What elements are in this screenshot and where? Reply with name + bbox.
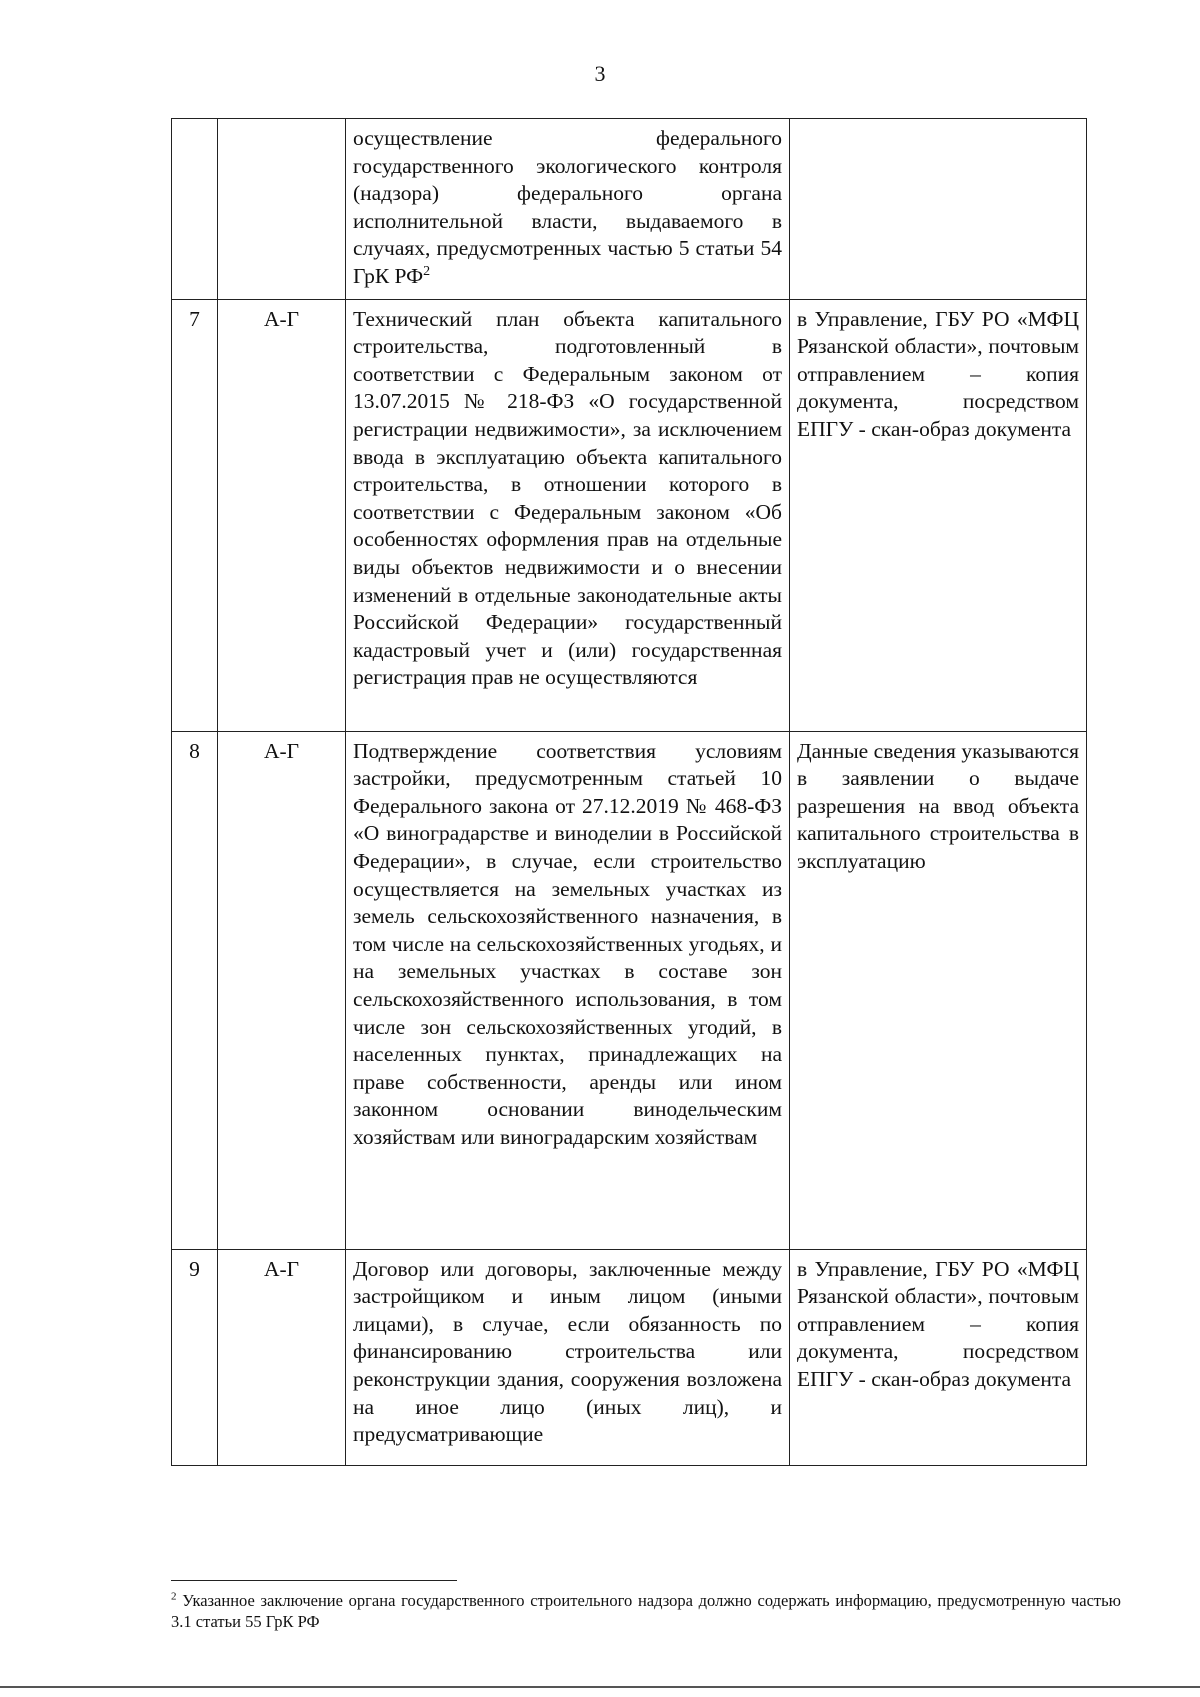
applicant-group-cell xyxy=(218,119,346,300)
footnote-ref: 2 xyxy=(423,263,431,279)
table-row xyxy=(172,119,1087,300)
submission-text: Данные сведения указываются в заявлении о выдаче разрешения на ввод объекта капитального строительства в эксплуатацию xyxy=(797,738,1079,873)
document-cell xyxy=(346,299,790,731)
row-number-cell: 9 xyxy=(172,1249,218,1465)
submission-text: в Управление, ГБУ РО «МФЦ Рязанской области», почтовым отправлением – копия документа, посредством ЕПГУ - скан-образ документа xyxy=(797,306,1079,441)
document-text: Технический план объекта капитального строительства, подготовленный в соответствии с Федеральным законом от 13.07.2015 № 218-ФЗ «О государственной регистрации недвижимости», за исключением ввода в эксплуатацию объекта капитального строительства, в отношении которого в соответствии с Федеральным законом «Об особенностях оформления прав на отдельные виды объектов недвижимости и о внесении изменений в отдельные законодательные акты Российской Федерации» государственный кадастровый учет и (или) государственная регистрация прав не осуществляются xyxy=(353,306,782,690)
document-text: осуществление федерального государственного экологического контроля (надзора) федерального органа исполнительной власти, выдаваемого в случаях, предусмотренных частью 5 статьи 54 ГрК $РФ^2$ xyxy=(353,126,782,288)
row-number-cell: 7 xyxy=(172,299,218,731)
footnote-marker: 2 xyxy=(171,1590,177,1603)
footnote-text: Указанное заключение органа государственного строительного надзора должно содержать информацию, предусмотренную частью 3.1 статьи 55 ГрК РФ xyxy=(171,1591,1121,1631)
submission-cell xyxy=(790,731,1087,1249)
row-number-cell: 8 xyxy=(172,731,218,1249)
document-text: Договор или договоры, заключенные между застройщиком и иным лицом (иными лицами), в случае, если обязанность по финансированию строительства или реконструкции здания, сооружения возложена на иное лицо (иных лиц), и предусматривающие xyxy=(353,1256,782,1447)
table-row xyxy=(172,1249,1087,1465)
document-cell xyxy=(346,731,790,1249)
submission-cell xyxy=(790,299,1087,731)
page-number: 3 xyxy=(594,61,606,86)
applicant-group-cell: А-Г xyxy=(218,731,346,1249)
applicant-group-cell: А-Г xyxy=(218,1249,346,1465)
document-cell xyxy=(346,1249,790,1465)
submission-cell xyxy=(790,1249,1087,1465)
footnote-separator xyxy=(171,1580,457,1581)
submission-cell xyxy=(790,119,1087,300)
row-number-cell xyxy=(172,119,218,300)
document-text: Подтверждение соответствия условиям застройки, предусмотренным статьей 10 Федерального закона от 27.12.2019 № 468-ФЗ «О виноградарстве и виноделии в Российской Федерации», в случае, если строительство осуществляется на земельных участках из земель сельскохозяйственного назначения, в том числе на сельскохозяйственных угодьях, и на земельных участках в составе зон сельскохозяйственного использования, в том числе зон сельскохозяйственных угодий, в населенных пунктах, принадлежащих на праве собственности, аренды или ином законном основании винодельческим хозяйствам или виноградарским хозяйствам xyxy=(353,738,782,1149)
applicant-group-cell: А-Г xyxy=(218,299,346,731)
page-bottom-line xyxy=(0,1686,1200,1688)
documents-table xyxy=(171,118,1087,1466)
footnote xyxy=(171,1590,1121,1632)
table-row xyxy=(172,299,1087,731)
submission-text: в Управление, ГБУ РО «МФЦ Рязанской области», почтовым отправлением – копия документа, посредством ЕПГУ - скан-образ документа xyxy=(797,1256,1079,1391)
table-row xyxy=(172,731,1087,1249)
document-cell xyxy=(346,119,790,300)
